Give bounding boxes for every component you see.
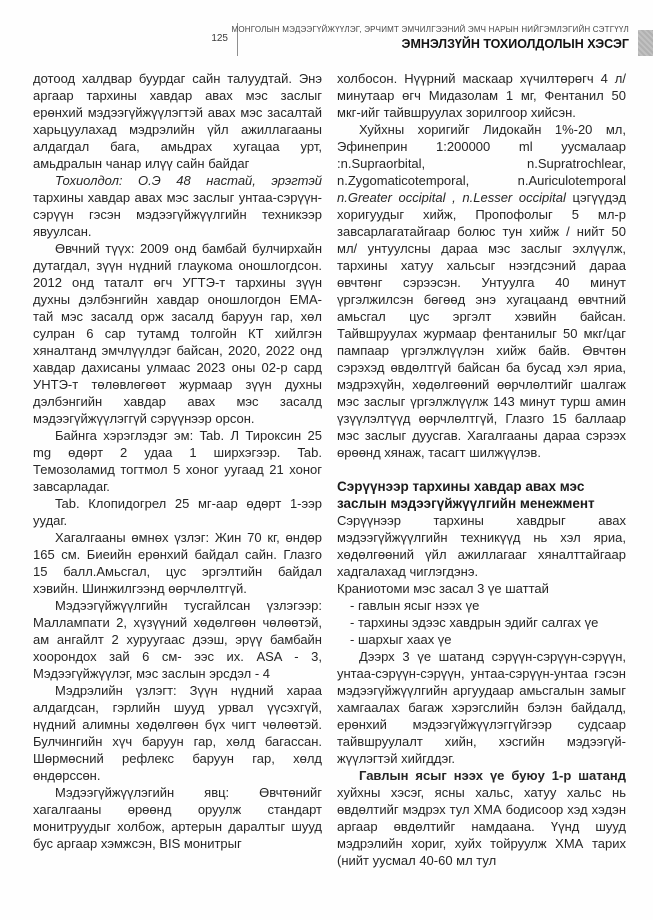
page-number: 125 <box>211 33 228 44</box>
paragraph <box>337 512 626 580</box>
text-run: Мэдээгүйжүүлгийн тусгайлсан үзлэгээр: Маллампати 2, хүзүүний хөдөлгөөн чөлөөтэй, ам ангайлт 2 хуруугаас дээш, эрүү бамбайн хоорондох зай 6 см- ээс их. ASA - 3, Мэдээгүйжүүлэг, мэс заслын эрсдэл - 4 <box>33 598 322 681</box>
text-run: - тархины эдээс хавдрын эдийг салгах үе <box>350 615 599 630</box>
paragraph <box>337 767 626 869</box>
paragraph <box>337 121 626 461</box>
text-run: Сэрүүнээр тархины хавдар авах мэс заслын мэдээгүйжүүлгийн менежмент <box>337 479 595 511</box>
paragraph <box>33 529 322 597</box>
text-run: Хагалгааны өмнөх үзлэг: Жин 70 кг, өндөр 165 см. Биеийн ерөнхий байдал сайн. Глазго 15 балл.Амьсгал, цус эргэлтийн байдал хэвийн. Шинжилгээнд өөрчлөлтгүй. <box>33 530 322 596</box>
paragraph <box>33 495 322 529</box>
text-run: Сэрүүнээр тархины хавдрыг авах мэдээгүйжүүлгийн техникүүд нь хэл яриа, хөдөлгөөний үйл ажиллагааг хяналттайгаар хадгалахад чиглэгдэнэ. <box>337 513 626 579</box>
list-item <box>337 631 626 648</box>
page-header <box>0 0 653 64</box>
paragraph <box>33 682 322 784</box>
paragraph <box>33 172 322 240</box>
section-title: ЭМНЭЛЗҮЙН ТОХИОЛДОЛЫН ХЭСЭГ <box>401 37 629 51</box>
text-run: - шархыг хаах үе <box>350 632 452 647</box>
corner-mark <box>638 30 653 56</box>
section-heading <box>337 478 626 512</box>
paragraph <box>33 70 322 172</box>
right-column <box>337 70 626 908</box>
text-run: дотоод халдвар буурдаг сайн талуудтай. Энэ аргаар тархины хавдар авах мэс заслыг ерөнхий мэдээгүйжүүлэгтэй авах мэс засалтай харьцуулахад мэдрэлийн үйл ажиллагааны алдагдал бага, амьдрах хугацаа урт, амьдралын чанар илүү сайн байдаг <box>33 71 322 171</box>
paragraph <box>33 427 322 495</box>
text-run: Мэдрэлийн үзлэгт: Зүүн нүдний хараа алдагдсан, гэрлийн шууд урвал үүсэхгүй, нүдний алимны хөдөлгөөн бүх чигт чөлөөтэй. Булчингийн хүч баруун гар, хөлд багассан. Шөрмөсний рефлекс баруун гар, хөлд өндөрссөн. <box>33 683 322 783</box>
paragraph <box>33 240 322 427</box>
list-item <box>337 597 626 614</box>
journal-title: МОНГОЛЫН МЭДЭЭГҮЙЖҮҮЛЭГ, ЭРЧИМТ ЭМЧИЛГЭЭНИЙ ЭМЧ НАРЫН НИЙГЭМЛЭГИЙН СЭТГҮҮЛ <box>231 25 629 34</box>
text-run: Байнга хэрэглэдэг эм: Tab. Л Тироксин 25 mg өдөрт 2 удаа 1 ширхэгээр. Tab. Темозоламид тогтмол 5 хоног уугаад 21 хоног завсарладаг. <box>33 428 322 494</box>
paragraph <box>337 70 626 121</box>
text-run: цэгүүдэд хоригуудыг хийж, Пропофолыг 5 мл-р завсарлагатайгаар болюс тун хийж / нийт 50 мл/ унтуулсны дараа мэс заслыг эхлүүлж, тархины хатуу хальсыг нээгдсэний дараа өвчтөнг сэрээсэн. Унтуулга 40 минут үргэлжилсэн бөгөөд энэ хугацаанд өвчтний амьсгал цус эргэлт хэвийн байсан. Тайвшруулах журмаар фентанилыг 50 мкг/цаг пампаар үргэлжлүүлэн хийж байв. Өвчтөн сэрэхэд өвдөлтгүй байсан ба бусад хэл яриа, мэдрэхүйн, хөдөлгөөний өөрчлөлтийг шалгаж мэс заслыг үргэлжлүүлж 143 минут турш амин үзүүлэлтүүд өөрчлөлтгүй, Глазго 15 баллаар мэс заслыг дуусгав. Хагалгааны дараа сэрээх өрөөнд хянаж, тасагт шилжүүлэв. <box>337 190 626 460</box>
text-run: Tab. Клопидогрел 25 мг-аар өдөрт 1-ээр уудаг. <box>33 496 322 528</box>
text-run: Өвчний түүх: 2009 онд бамбай булчирхайн дутагдал, зүүн нүдний глаукома оношлогдсон. 2012 онд таталт өгч УГТЭ-т тархины зүүн духны дэлбэнгийн хавдар оношлогдон ЕМА-тай мэс засалд орж засалд баруун гар, хөл сулран 6 сар тутамд толгойн КТ хийлгэн хяналтанд эмчлүүлдэг байсан, 2020, 2022 онд хавдар дахисаны улмаас 2023 оны 02-р сард УНТЭ-т төлөвлөгөөт журмаар зүүн духны дэлбэнгийн хавдар авах мэс засалд мэдээгүйжүүлэггүй сэрүүнээр орсон. <box>33 241 322 426</box>
paragraph <box>33 784 322 852</box>
text-run: n.Greater occipital , n.Lesser occipital <box>337 190 566 205</box>
text-run: Мэдээгүйжүүлэгийн явц: Өвчтөнийг хагалгааны өрөөнд оруулж стандарт монитруудыг холбож, артерын даралтыг шууд бус аргаар хэмжсэн, BIS монитрыг <box>33 785 322 851</box>
list-item <box>337 614 626 631</box>
text-run: Хуйхны хоригийг Лидокайн 1%-20 мл, Эфинеприн 1:200000 ml уусмалаар :n.Supraorbital, n.Supratrochlear, n.Zygomaticotemporal, n.Auriculotemporal <box>337 122 626 188</box>
paragraph <box>337 580 626 597</box>
left-column <box>33 70 322 908</box>
text-run: Краниотоми мэс засал 3 үе шаттай <box>337 581 549 596</box>
text-run: Дээрх 3 үе шатанд сэрүүн-сэрүүн-сэрүүн, унтаа-сэрүүн-сэрүүн, унтаа-сэрүүн-унтаа гэсэн мэдээгүйжүүлгийн аргуудаар амьсгалын замыг хамгаалах багаж хэрэгслийн бэлэн байдалд, ерөнхий мэдээгүйжүүлэггүйгээр судсаар тайвшруулалт хийн, хэсгийн мэдээгүй-жүүлэгтэй хийгддэг. <box>337 649 626 766</box>
text-run: - гавлын ясыг нээх үе <box>350 598 480 613</box>
text-run: холбосон. Нүүрний маскаар хүчилтөрөгч 4 л/минутаар өгч Мидазолам 1 мг, Фентанил 50 мкг-ийг тайвшруулах зорилгоор хийсэн. <box>337 71 626 120</box>
paragraph <box>33 597 322 682</box>
text-run: Гавлын ясыг нээх үе буюу 1-р шатанд <box>359 768 626 783</box>
text-run: тархины хавдар авах мэс заслыг унтаа-сэрүүн-сэрүүн гэсэн мэдээгүйжүүлгийн техникээр явуулсан. <box>33 190 322 239</box>
text-run: хуйхны хэсэг, ясны хальс, хатуу хальс нь өвдөлтийг мэдрэх тул ХМА бодисоор хэд хэдэн аргаар өвдөлтийг намдаана. Үүнд шууд мэдрэлийн хориг, хуйх тойруулж ХМА тарих (нийт уусмал 40-60 мл тул <box>337 785 626 868</box>
header-text <box>232 25 630 51</box>
paragraph <box>337 648 626 767</box>
text-run: Тохиолдол: О.Э 48 настай, эрэгтэй <box>55 173 322 188</box>
article-body <box>33 70 626 908</box>
